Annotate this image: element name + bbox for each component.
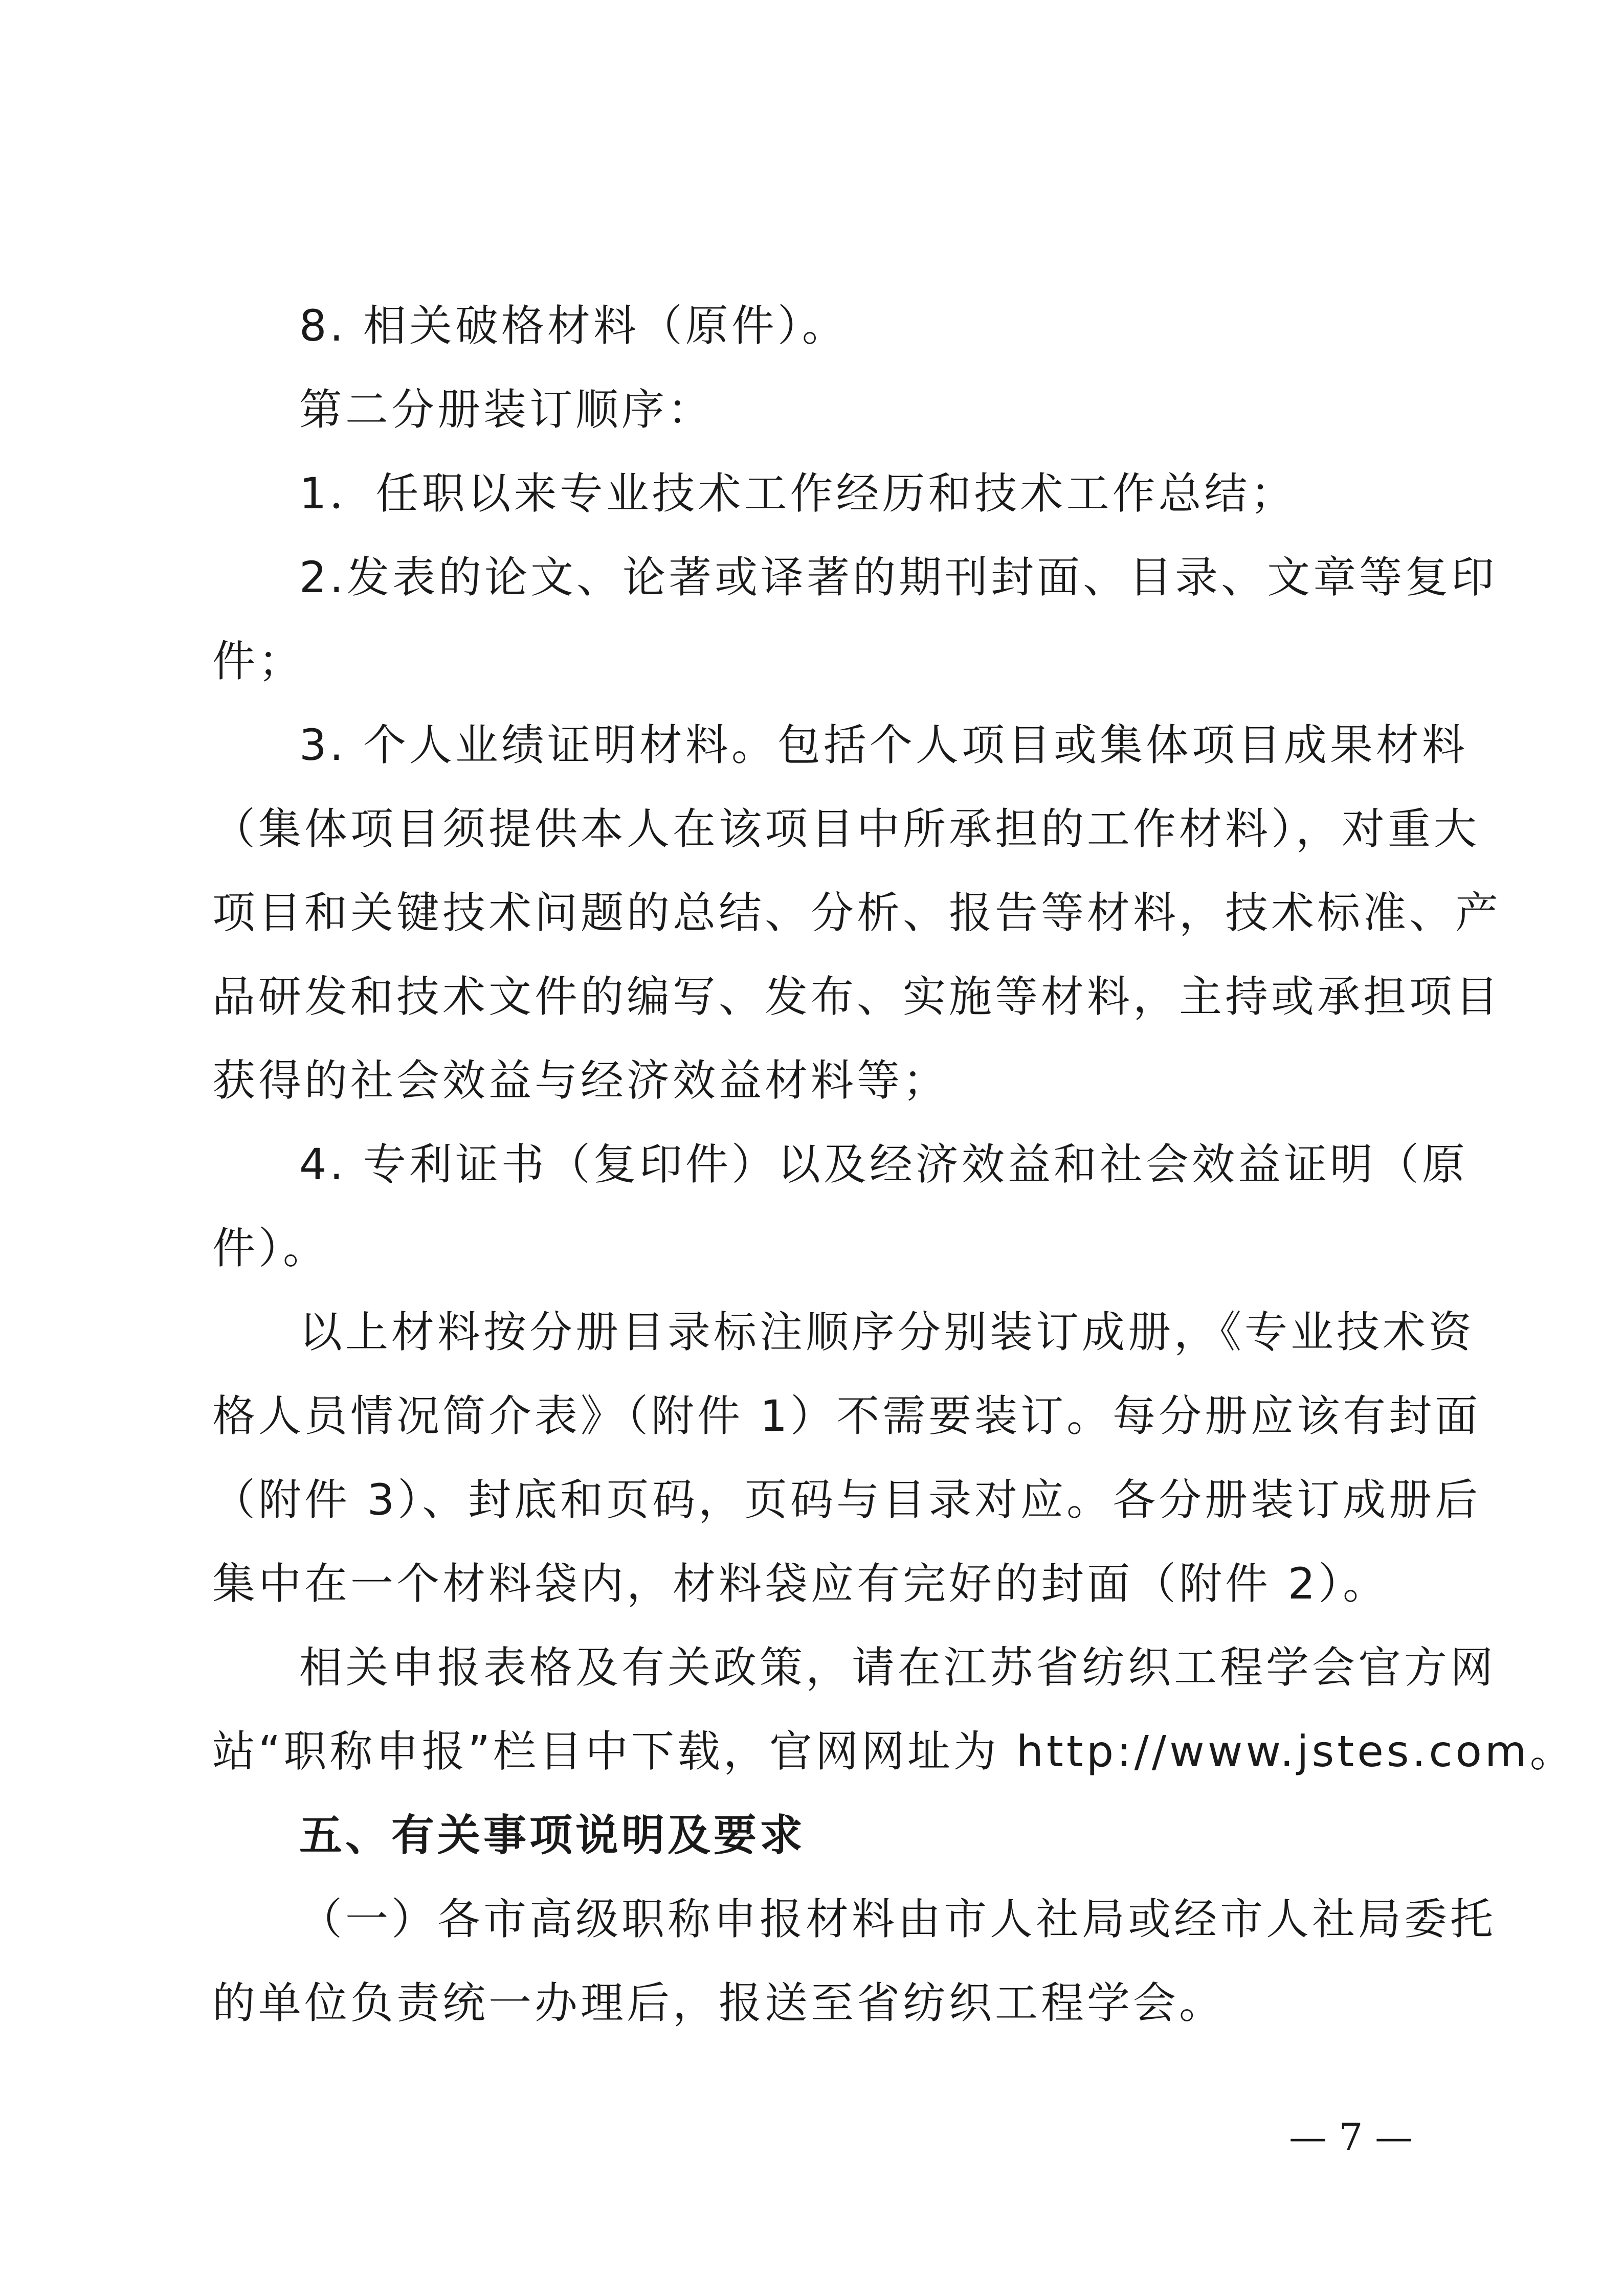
document-body <box>212 284 1576 2045</box>
paragraph-line: 2.发表的论文、论著或译著的期刊封面、目录、文章等复印 <box>299 552 1498 602</box>
section-heading: 五、有关事项说明及要求 <box>299 1810 806 1860</box>
paragraph-line: 集中在一个材料袋内，材料袋应有完好的封面（附件 2）。 <box>212 1559 1389 1609</box>
paragraph-line: 8. 相关破格材料（原件）。 <box>299 301 848 351</box>
paragraph-line: 格人员情况简介表》（附件 1）不需要装订。每分册应该有封面 <box>212 1391 1481 1441</box>
paragraph-line: （一）各市高级职称申报材料由市人社局或经市人社局委托 <box>299 1894 1497 1944</box>
page-number: — 7 — <box>1289 2115 1413 2159</box>
paragraph-line: 3. 个人业绩证明材料。包括个人项目或集体项目成果材料 <box>299 720 1468 770</box>
paragraph-line: 1．任职以来专业技术工作经历和技术工作总结； <box>299 468 1297 519</box>
paragraph-line: 项目和关键技术问题的总结、分析、报告等材料，技术标准、产 <box>212 888 1502 938</box>
paragraph-line: 站“职称申报”栏目中下载，官网网址为 http://www.jstes.com。 <box>212 1726 1576 1776</box>
paragraph-line: （集体项目须提供本人在该项目中所承担的工作材料），对重大 <box>212 804 1480 854</box>
paragraph-line: 的单位负责统一办理后，报送至省纺织工程学会。 <box>212 1978 1226 2028</box>
paragraph-line: 品研发和技术文件的编写、发布、实施等材料，主持或承担项目 <box>212 972 1502 1022</box>
paragraph-line: 相关申报表格及有关政策，请在江苏省纺织工程学会官方网 <box>299 1642 1497 1693</box>
paragraph-line: 件； <box>212 636 305 686</box>
paragraph-line: 第二分册装订顺序： <box>299 385 714 435</box>
paragraph-line: 4. 专利证书（复印件）以及经济效益和社会效益证明（原 <box>299 1139 1468 1189</box>
paragraph-line: 件）。 <box>212 1223 329 1273</box>
paragraph-line: 获得的社会效益与经济效益材料等； <box>212 1055 949 1106</box>
paragraph-line: 以上材料按分册目录标注顺序分别装订成册，《专业技术资 <box>299 1307 1475 1357</box>
paragraph-line: （附件 3）、封底和页码，页码与目录对应。各分册装订成册后 <box>212 1475 1481 1525</box>
